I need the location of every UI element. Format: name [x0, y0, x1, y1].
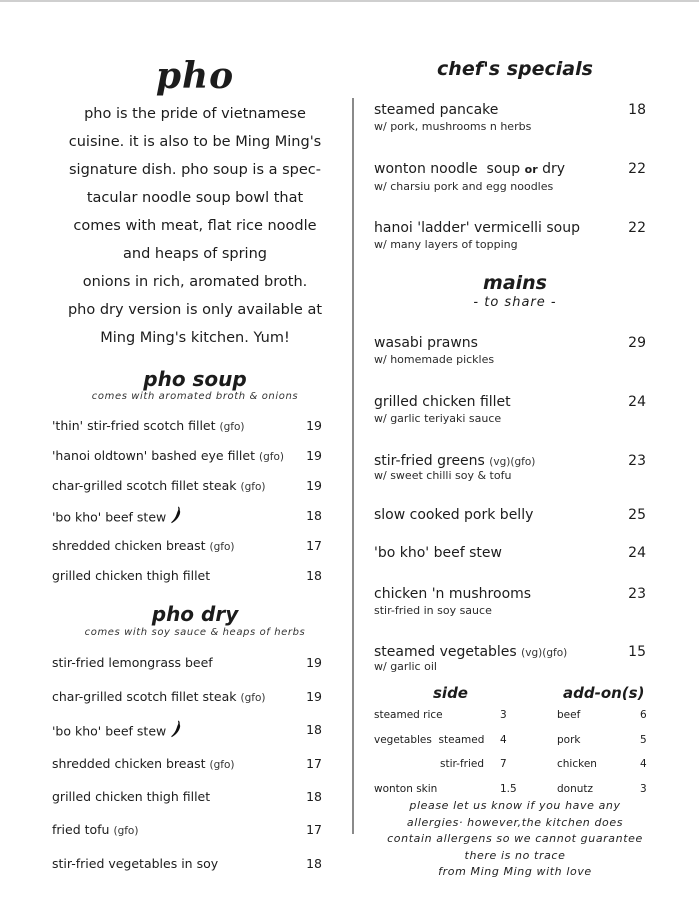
mains-item	[374, 585, 646, 618]
item-price: 18	[306, 508, 322, 523]
intro-line: Ming Ming's kitchen. Yum!	[100, 330, 290, 346]
item-name: fried tofu	[52, 822, 110, 837]
note-line: there is no trace	[464, 848, 566, 862]
item-price: 24	[628, 545, 646, 561]
item-name: hanoi 'ladder' vermicelli soup	[374, 220, 580, 236]
chili-icon	[170, 720, 182, 744]
mains-item	[374, 544, 646, 562]
item-desc: w/ garlic teriyaki sauce	[374, 412, 502, 425]
item-price: 18	[306, 722, 322, 737]
item-name-text: stir-fried greens	[374, 453, 485, 469]
item-name: 'thin' stir-fried scotch fillet	[52, 418, 216, 433]
item-tag: (gfo)	[113, 825, 139, 837]
special-item	[374, 160, 646, 194]
intro-line: and heaps of spring	[123, 246, 267, 262]
pho-dry-title: pho dry	[151, 602, 239, 626]
side-item-name: steamed rice	[374, 709, 443, 721]
chefs-specials-title: chef's specials	[437, 58, 593, 80]
item-name-or: or	[524, 163, 538, 176]
item-price: 29	[628, 335, 646, 351]
chili-icon	[170, 506, 182, 530]
note-line: please let us know if you have any	[409, 799, 621, 812]
mains-item	[374, 393, 646, 426]
pho-soup-subtitle: comes with aromated broth & onions	[91, 391, 299, 402]
intro-line: signature dish. pho soup is a spec-	[69, 162, 321, 178]
item-tag: (gfo)	[209, 759, 235, 771]
item-tag: (gfo)	[219, 421, 245, 433]
top-border	[0, 0, 699, 2]
item-name: shredded chicken breast	[52, 538, 206, 553]
item-price: 17	[306, 822, 322, 837]
item-name: grilled chicken thigh fillet	[52, 789, 211, 804]
pho-dry-item	[52, 787, 322, 807]
item-price: 18	[306, 789, 322, 804]
item-name: 'bo kho' beef stew	[374, 545, 502, 561]
note-line: allergies· however,the kitchen does	[406, 815, 624, 829]
addon-item-price: 5	[640, 734, 647, 746]
item-price: 18	[628, 102, 646, 118]
item-price: 17	[306, 538, 322, 553]
item-tag: (gfo)	[209, 541, 235, 553]
item-desc: w/ charsiu pork and egg noodles	[374, 180, 554, 193]
intro-line: tacular noodle soup bowl that	[86, 190, 304, 206]
item-price: 19	[306, 418, 322, 433]
item-name: chicken 'n mushrooms	[374, 586, 532, 602]
item-name: slow cooked pork belly	[374, 507, 534, 523]
side-item-price: 4	[500, 734, 507, 746]
mains-item	[374, 334, 646, 367]
item-price: 19	[306, 689, 322, 704]
side-item-name: vegetables steamed	[374, 734, 485, 746]
item-name	[374, 160, 646, 179]
item-name: wasabi prawns	[374, 335, 478, 351]
item-price: 23	[628, 453, 646, 469]
side-item-price: 3	[500, 709, 507, 721]
item-price: 19	[306, 448, 322, 463]
item-price: 23	[628, 586, 646, 602]
item-tag: (gfo)	[240, 692, 266, 704]
item-name: shredded chicken breast	[52, 756, 206, 771]
pho-dry-item	[52, 854, 322, 874]
item-desc: w/ many layers of topping	[374, 238, 518, 251]
item-desc: w/ sweet chilli soy & tofu	[374, 469, 512, 482]
side-item-name: wonton skin	[374, 783, 438, 795]
item-price: 19	[306, 655, 322, 670]
addon-item-price: 3	[640, 783, 647, 795]
addon-item-name: chicken	[557, 758, 597, 770]
item-tag: (vg)(gfo)	[521, 647, 568, 659]
special-item	[374, 219, 646, 252]
pho-soup-title: pho soup	[143, 367, 247, 391]
item-name: grilled chicken thigh fillet	[52, 568, 211, 583]
mains-item	[374, 643, 646, 674]
item-name: stir-fried vegetables in soy	[52, 856, 219, 871]
allergy-note	[365, 798, 665, 881]
addon-item-name: pork	[557, 734, 581, 746]
column-divider	[352, 98, 354, 834]
intro-line: comes with meat, flat rice noodle	[73, 218, 317, 234]
item-name: 'bo kho' beef stew	[52, 723, 167, 739]
item-price: 17	[306, 756, 322, 771]
note-signoff: from Ming Ming with love	[438, 865, 592, 878]
item-desc: stir-fried in soy sauce	[374, 604, 492, 617]
item-desc: w/ pork, mushrooms n herbs	[374, 120, 532, 133]
item-name: char-grilled scotch fillet steak	[52, 689, 237, 704]
side-item-name: stir-fried	[440, 758, 484, 770]
side-item-price: 1.5	[500, 783, 517, 795]
addons-title: add-on(s)	[563, 684, 645, 702]
pho-soup-item	[52, 446, 322, 466]
addon-item-price: 4	[640, 758, 647, 770]
item-price: 18	[306, 568, 322, 583]
addon-item-price: 6	[640, 709, 647, 721]
item-tag: (vg)(gfo)	[489, 456, 536, 468]
addon-item-name: beef	[557, 709, 581, 721]
mains-title: mains	[483, 272, 547, 294]
pho-soup-item	[52, 476, 322, 496]
pho-dry-item	[52, 754, 322, 774]
pho-dry-item	[52, 820, 322, 840]
pho-dry-item	[52, 687, 322, 707]
item-tag: (gfo)	[258, 451, 284, 463]
item-name: steamed pancake	[374, 102, 499, 118]
item-price: 22	[628, 220, 646, 236]
item-name: grilled chicken fillet	[374, 394, 511, 410]
item-tag: (gfo)	[240, 481, 266, 493]
pho-dry-item	[52, 720, 322, 740]
item-name: 'hanoi oldtown' bashed eye fillet	[52, 448, 255, 463]
pho-soup-item	[52, 536, 322, 556]
item-price: 22	[628, 161, 646, 177]
mains-item	[374, 506, 646, 524]
pho-soup-item	[52, 416, 322, 436]
note-line: contain allergens so we cannot guarantee	[387, 832, 643, 845]
item-price: 19	[306, 478, 322, 493]
special-item	[374, 101, 646, 134]
addon-item-name: donutz	[557, 783, 594, 795]
mains-subtitle: - to share -	[473, 295, 557, 310]
item-desc: w/ homemade pickles	[374, 353, 495, 366]
mains-item	[374, 452, 646, 483]
intro-line: cuisine. it is also to be Ming Ming's	[68, 134, 322, 150]
pho-title: pho	[155, 55, 235, 97]
side-title: side	[433, 684, 468, 702]
pho-dry-subtitle: comes with soy sauce & heaps of herbs	[84, 627, 306, 638]
intro-line: pho dry version is only available at	[67, 302, 323, 318]
side-item-price: 7	[500, 758, 507, 770]
intro-line: onions in rich, aromated broth.	[82, 274, 308, 290]
item-name-main: wonton noodle soup	[374, 161, 525, 177]
pho-soup-item	[52, 566, 322, 586]
pho-intro	[40, 100, 350, 352]
item-name: stir-fried lemongrass beef	[52, 655, 213, 670]
item-price: 25	[628, 507, 646, 523]
item-price: 18	[306, 856, 322, 871]
intro-line: pho is the pride of vietnamese	[84, 106, 306, 122]
item-desc: w/ garlic oil	[374, 660, 437, 673]
item-price: 15	[628, 644, 646, 660]
pho-soup-item	[52, 506, 322, 526]
item-name-text: steamed vegetables	[374, 644, 517, 660]
item-price: 24	[628, 394, 646, 410]
item-name-variant: dry	[537, 161, 566, 177]
item-name: char-grilled scotch fillet steak	[52, 478, 237, 493]
pho-dry-item	[52, 653, 322, 673]
item-name: 'bo kho' beef stew	[52, 509, 167, 525]
